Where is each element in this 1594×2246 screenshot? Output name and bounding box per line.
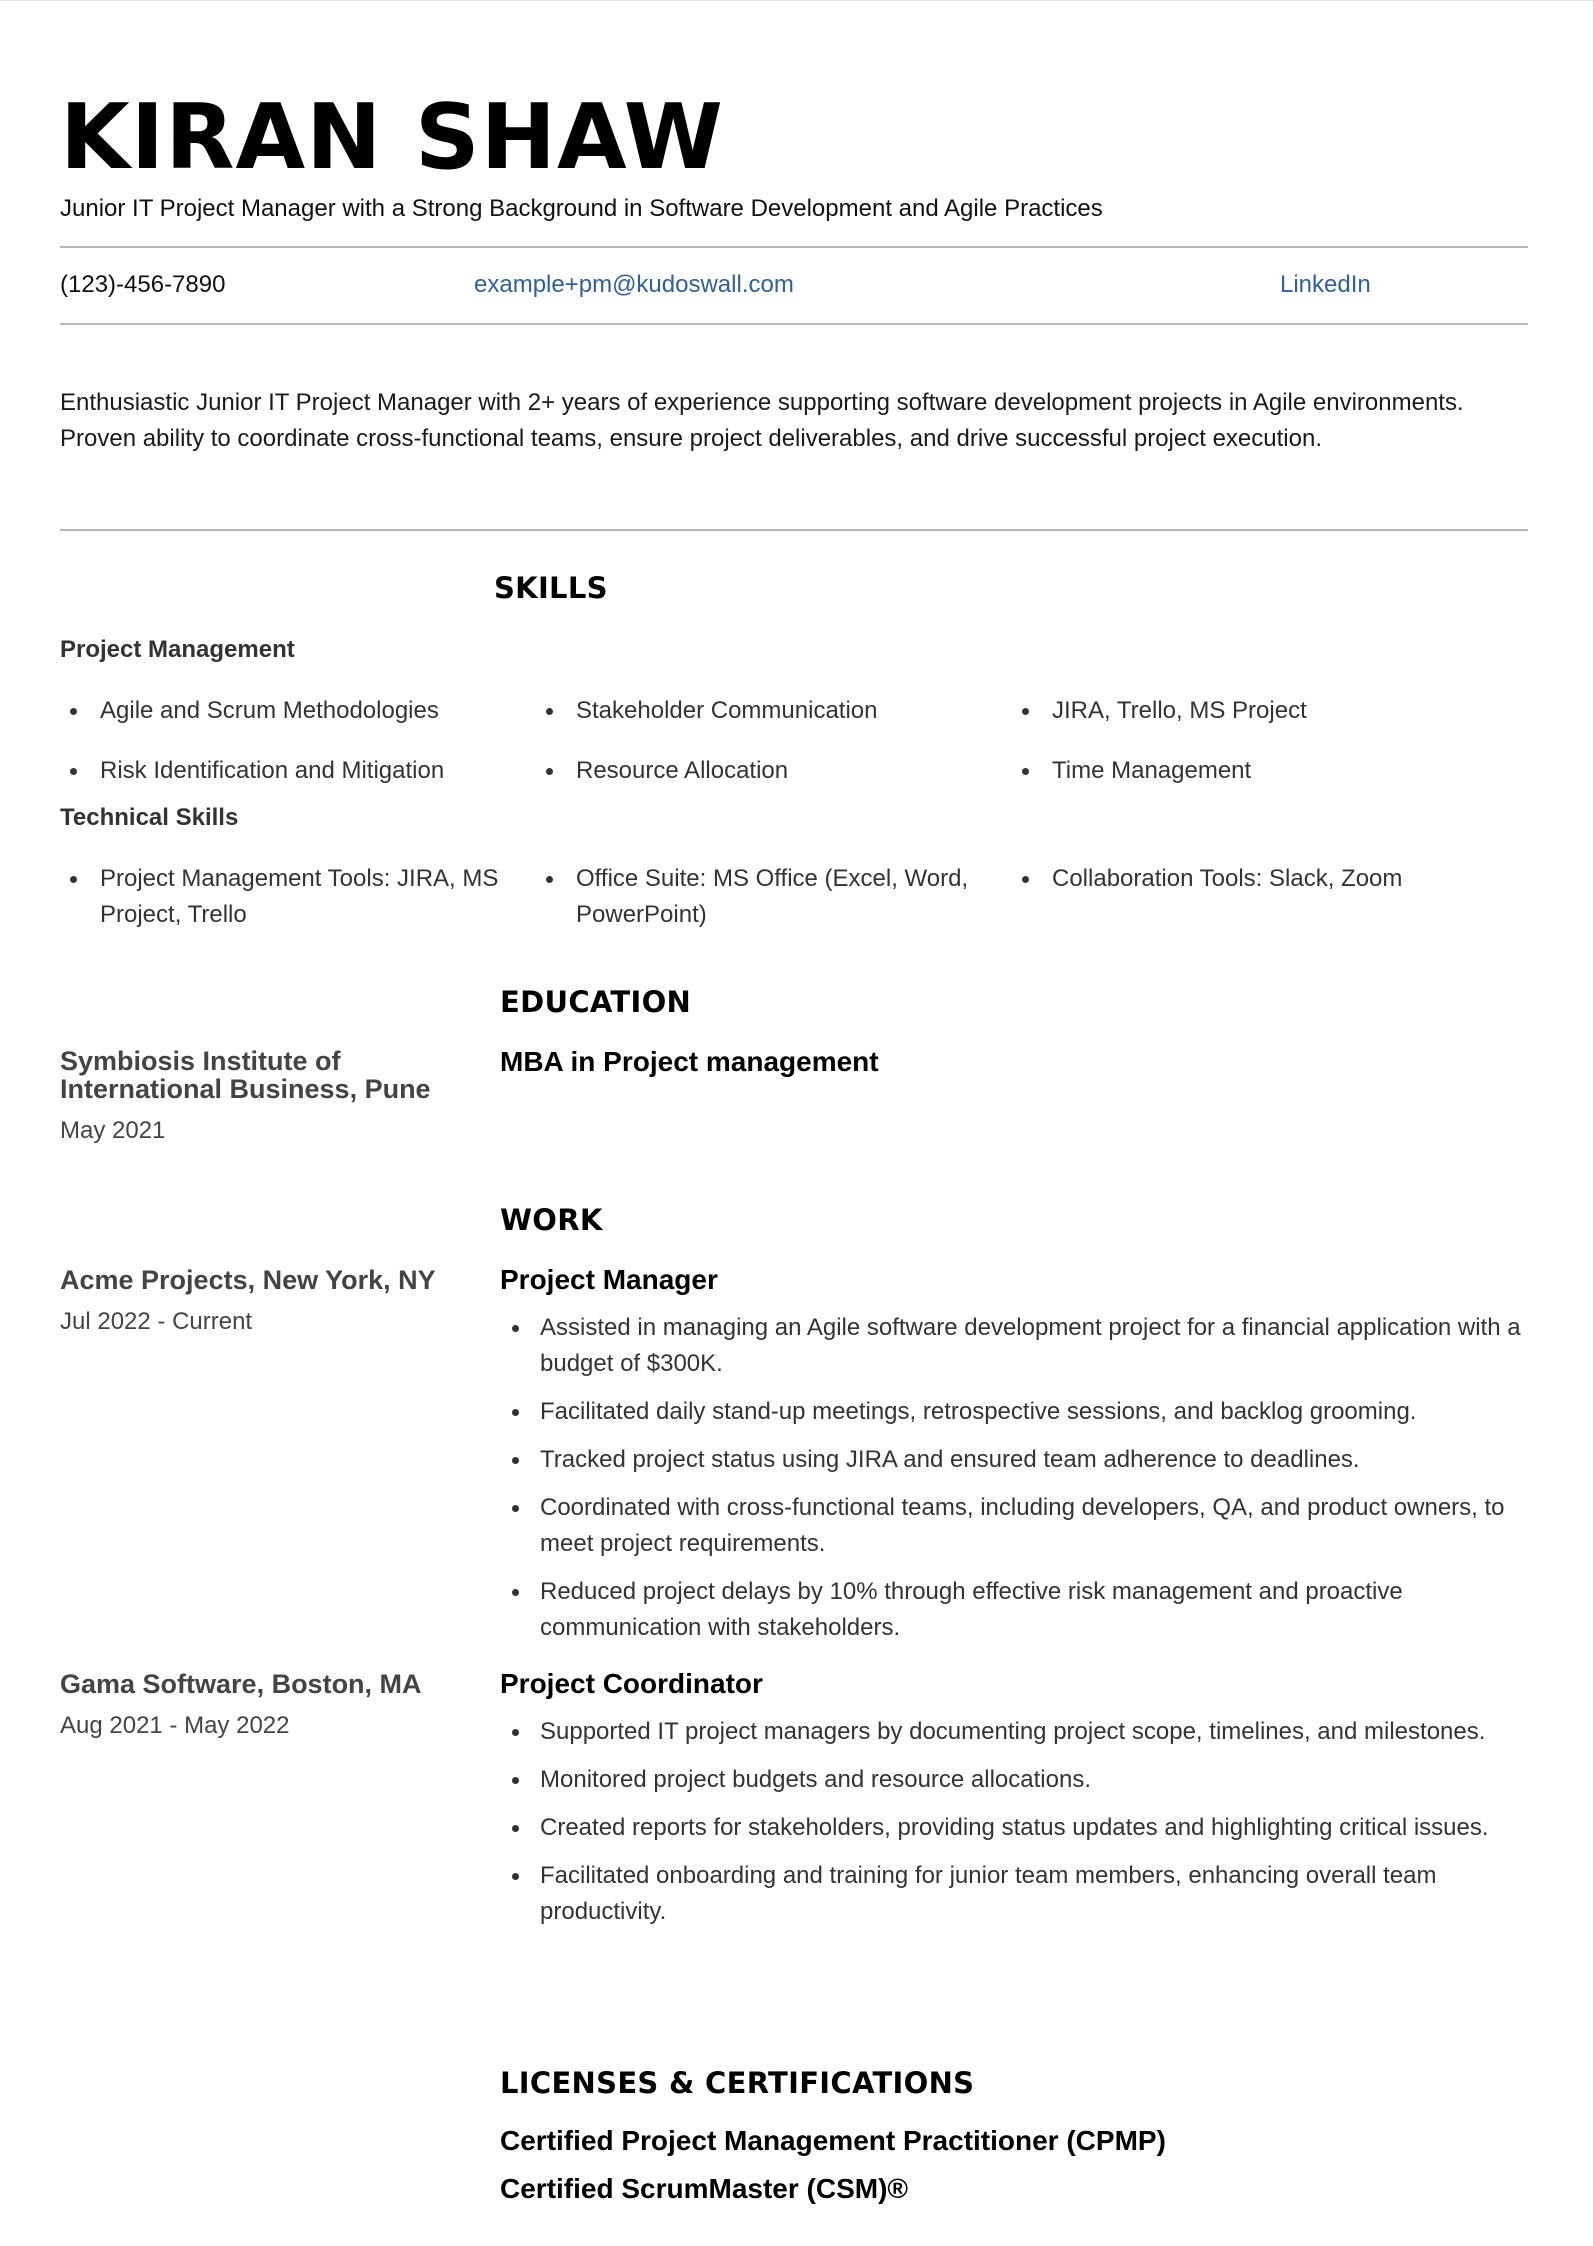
- work-meta: [60, 1266, 480, 1338]
- skill-list: [60, 861, 1500, 933]
- page-top-edge: [0, 0, 1594, 1]
- work-heading: WORK: [500, 1203, 603, 1237]
- skill-list: [60, 693, 1500, 813]
- responsibility-item: Facilitated daily stand-up meetings, retrospective sessions, and backlog grooming.: [500, 1394, 1528, 1430]
- skill-item: Resource Allocation: [536, 753, 1012, 789]
- graduation-date: May 2021: [60, 1117, 166, 1144]
- responsibility-item: Assisted in managing an Agile software development project for a financial application with a budget of $300K.: [500, 1310, 1528, 1382]
- skill-item: Collaboration Tools: Slack, Zoom: [1012, 861, 1488, 933]
- candidate-name: KIRAN SHAW: [60, 85, 724, 190]
- company-name: Gama Software, Boston, MA: [60, 1669, 422, 1699]
- work-details: [500, 1262, 1528, 1658]
- skill-item: Project Management Tools: JIRA, MS Project, Trello: [60, 861, 536, 933]
- responsibility-item: Coordinated with cross-functional teams, including developers, QA, and product owners, to meet project requirements.: [500, 1490, 1528, 1562]
- degree-title: MBA in Project management: [500, 1046, 879, 1077]
- candidate-headline: Junior IT Project Manager with a Strong Background in Software Development and Agile Practices: [60, 195, 1103, 222]
- skill-category-title: Project Management: [60, 636, 295, 663]
- certification-item: Certified Project Management Practitioner (CPMP): [500, 2125, 1166, 2156]
- divider: [60, 246, 1528, 248]
- contact-phone: (123)-456-7890: [60, 271, 226, 298]
- skill-item: Office Suite: MS Office (Excel, Word, PowerPoint): [536, 861, 1012, 933]
- certification-item: Certified ScrumMaster (CSM)®: [500, 2173, 909, 2204]
- divider: [60, 529, 1528, 531]
- skill-item: Risk Identification and Mitigation: [60, 753, 536, 789]
- skill-item: Stakeholder Communication: [536, 693, 1012, 729]
- work-meta: [60, 1670, 480, 1742]
- skill-category-title: Technical Skills: [60, 804, 239, 831]
- skill-item: Agile and Scrum Methodologies: [60, 693, 536, 729]
- profile-summary: Enthusiastic Junior IT Project Manager with 2+ years of experience supporting software development projects in Agile environments. Proven ability to coordinate cross-functional teams, ensure project deliverables, and drive successful project execution.: [60, 389, 1464, 452]
- company-name: Acme Projects, New York, NY: [60, 1265, 436, 1295]
- skills-heading: SKILLS: [494, 571, 608, 605]
- skill-item: JIRA, Trello, MS Project: [1012, 693, 1488, 729]
- work-details: [500, 1666, 1528, 1942]
- responsibility-item: Tracked project status using JIRA and ensured team adherence to deadlines.: [500, 1442, 1528, 1478]
- responsibility-list: [500, 1714, 1528, 1930]
- institution-name: Symbiosis Institute of International Business, Pune: [60, 1046, 431, 1104]
- education-details: [500, 1044, 1528, 1080]
- responsibility-item: Reduced project delays by 10% through effective risk management and proactive communication with stakeholders.: [500, 1574, 1528, 1646]
- skill-item: Time Management: [1012, 753, 1488, 789]
- job-title: Project Manager: [500, 1264, 718, 1295]
- contact-linkedin-link[interactable]: LinkedIn: [1280, 271, 1371, 298]
- responsibility-list: [500, 1310, 1528, 1646]
- contact-email-link[interactable]: example+pm@kudoswall.com: [474, 271, 794, 298]
- certifications-heading: LICENSES & CERTIFICATIONS: [500, 2066, 975, 2100]
- responsibility-item: Created reports for stakeholders, providing status updates and highlighting critical issues.: [500, 1810, 1528, 1846]
- education-meta: [60, 1047, 480, 1147]
- responsibility-item: Monitored project budgets and resource allocations.: [500, 1762, 1528, 1798]
- job-title: Project Coordinator: [500, 1668, 763, 1699]
- responsibility-item: Facilitated onboarding and training for junior team members, enhancing overall team productivity.: [500, 1858, 1528, 1930]
- divider: [60, 323, 1528, 325]
- education-heading: EDUCATION: [500, 985, 692, 1019]
- employment-dates: Aug 2021 - May 2022: [60, 1712, 290, 1739]
- employment-dates: Jul 2022 - Current: [60, 1308, 253, 1335]
- responsibility-item: Supported IT project managers by documenting project scope, timelines, and milestones.: [500, 1714, 1528, 1750]
